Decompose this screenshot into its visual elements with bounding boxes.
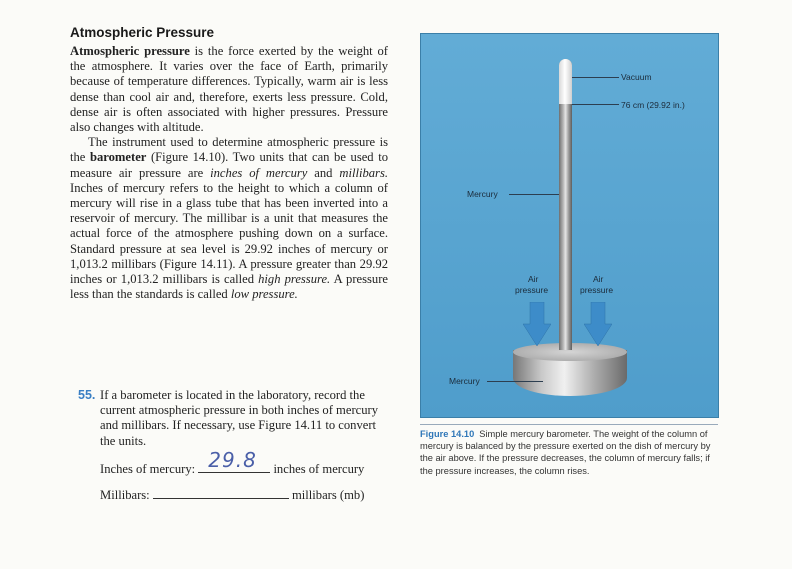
barometer-figure: [420, 33, 719, 418]
air-pressure-left-label-1: Air: [528, 274, 539, 284]
air-pressure-arrow-right: [584, 302, 612, 346]
inches-answer-field[interactable]: [198, 448, 270, 473]
air-pressure-arrow-left: [523, 302, 551, 346]
mercury-column-leader-line: [509, 194, 559, 195]
inches-unit: inches of mercury: [273, 462, 365, 476]
figure-caption: [420, 428, 720, 477]
inches-label: Inches of mercury:: [100, 462, 196, 476]
paragraph-text: (Figure 14.10). Two units that can be used to measure air pressure are: [70, 150, 388, 180]
question-55: [78, 388, 390, 449]
question-text: If a barometer is located in the laboratory, record the current atmospheric pressure in both inches of mercury and millibars. If necessary, use Figure 14.11 to convert the units.: [100, 388, 379, 448]
caption-text: Simple mercury barometer. The weight of the column of mercury is balanced by the pressure exerted on the dish of mercury by the air above. If the pressure decreases, the column of mercury falls; if the pressure increases, the column rises.: [420, 429, 711, 476]
term-low-pressure: low pressure.: [230, 287, 298, 302]
mercury-dish-leader-line: [487, 381, 543, 382]
paragraph-text: The instrument used to determine atmospheric pressure is the: [70, 135, 388, 165]
paragraph-text: is the force exerted by the weight of the atmosphere. It varies over the face of Earth, primarily because of temperature differences. Typically, warm air is less dense than cool air and, therefore, exerts less pressure. Cold, dense air is often associated with higher pressures. Pressure also changes with altitude.: [70, 44, 388, 135]
term-inches-of-mercury: inches of mercury: [210, 165, 308, 180]
millibars-label: Millibars:: [100, 488, 150, 502]
mercury-column-label: Mercury: [467, 189, 498, 199]
figure-number: Figure 14.10: [420, 429, 475, 439]
paragraph-text: A pressure less than the standards is called: [70, 272, 388, 302]
term-barometer: barometer: [89, 150, 147, 165]
vacuum-space: [559, 59, 572, 104]
millibars-unit: millibars (mb): [292, 488, 365, 502]
inches-answer-row: [100, 448, 365, 477]
paragraph-definition: [70, 44, 388, 135]
caption-divider: [420, 424, 718, 425]
height-leader-line: [572, 104, 619, 105]
term-atmospheric-pressure: Atmospheric pressure: [70, 44, 190, 58]
paragraph-text: Inches of mercury refers to the height to which a column of mercury will rise in a glass tube that has been inverted into a reservoir of mercury. The millibar is a unit that measures the actual force of the atmosphere pushing down on a surface. Standard pressure at sea level is 29.92 inches of mercury or 1,013.2 millibars (Figure 14.11). A pressure greater than 29.92 inches or 1,013.2 millibars is called: [70, 180, 388, 287]
text-column: [70, 22, 388, 302]
term-high-pressure: high pressure.: [258, 272, 331, 287]
term-millibars: millibars.: [339, 165, 388, 180]
vacuum-leader-line: [572, 77, 619, 78]
millibars-answer-field[interactable]: [153, 484, 289, 499]
mercury-dish-label: Mercury: [449, 376, 480, 386]
vacuum-label: Vacuum: [621, 72, 652, 82]
air-pressure-left-label-2: pressure: [515, 285, 549, 295]
paragraph-barometer: [70, 135, 388, 302]
millibars-answer-row: [100, 484, 364, 503]
height-label: 76 cm (29.92 in.): [621, 100, 685, 110]
paragraph-text: and: [307, 165, 340, 180]
air-pressure-right-label-1: Air: [593, 274, 604, 284]
question-number: 55.: [78, 388, 96, 402]
handwritten-inches-value: 29.8: [208, 448, 257, 472]
tube-in-dish: [559, 284, 572, 350]
section-heading: Atmospheric Pressure: [70, 25, 215, 40]
air-pressure-right-label-2: pressure: [580, 285, 614, 295]
